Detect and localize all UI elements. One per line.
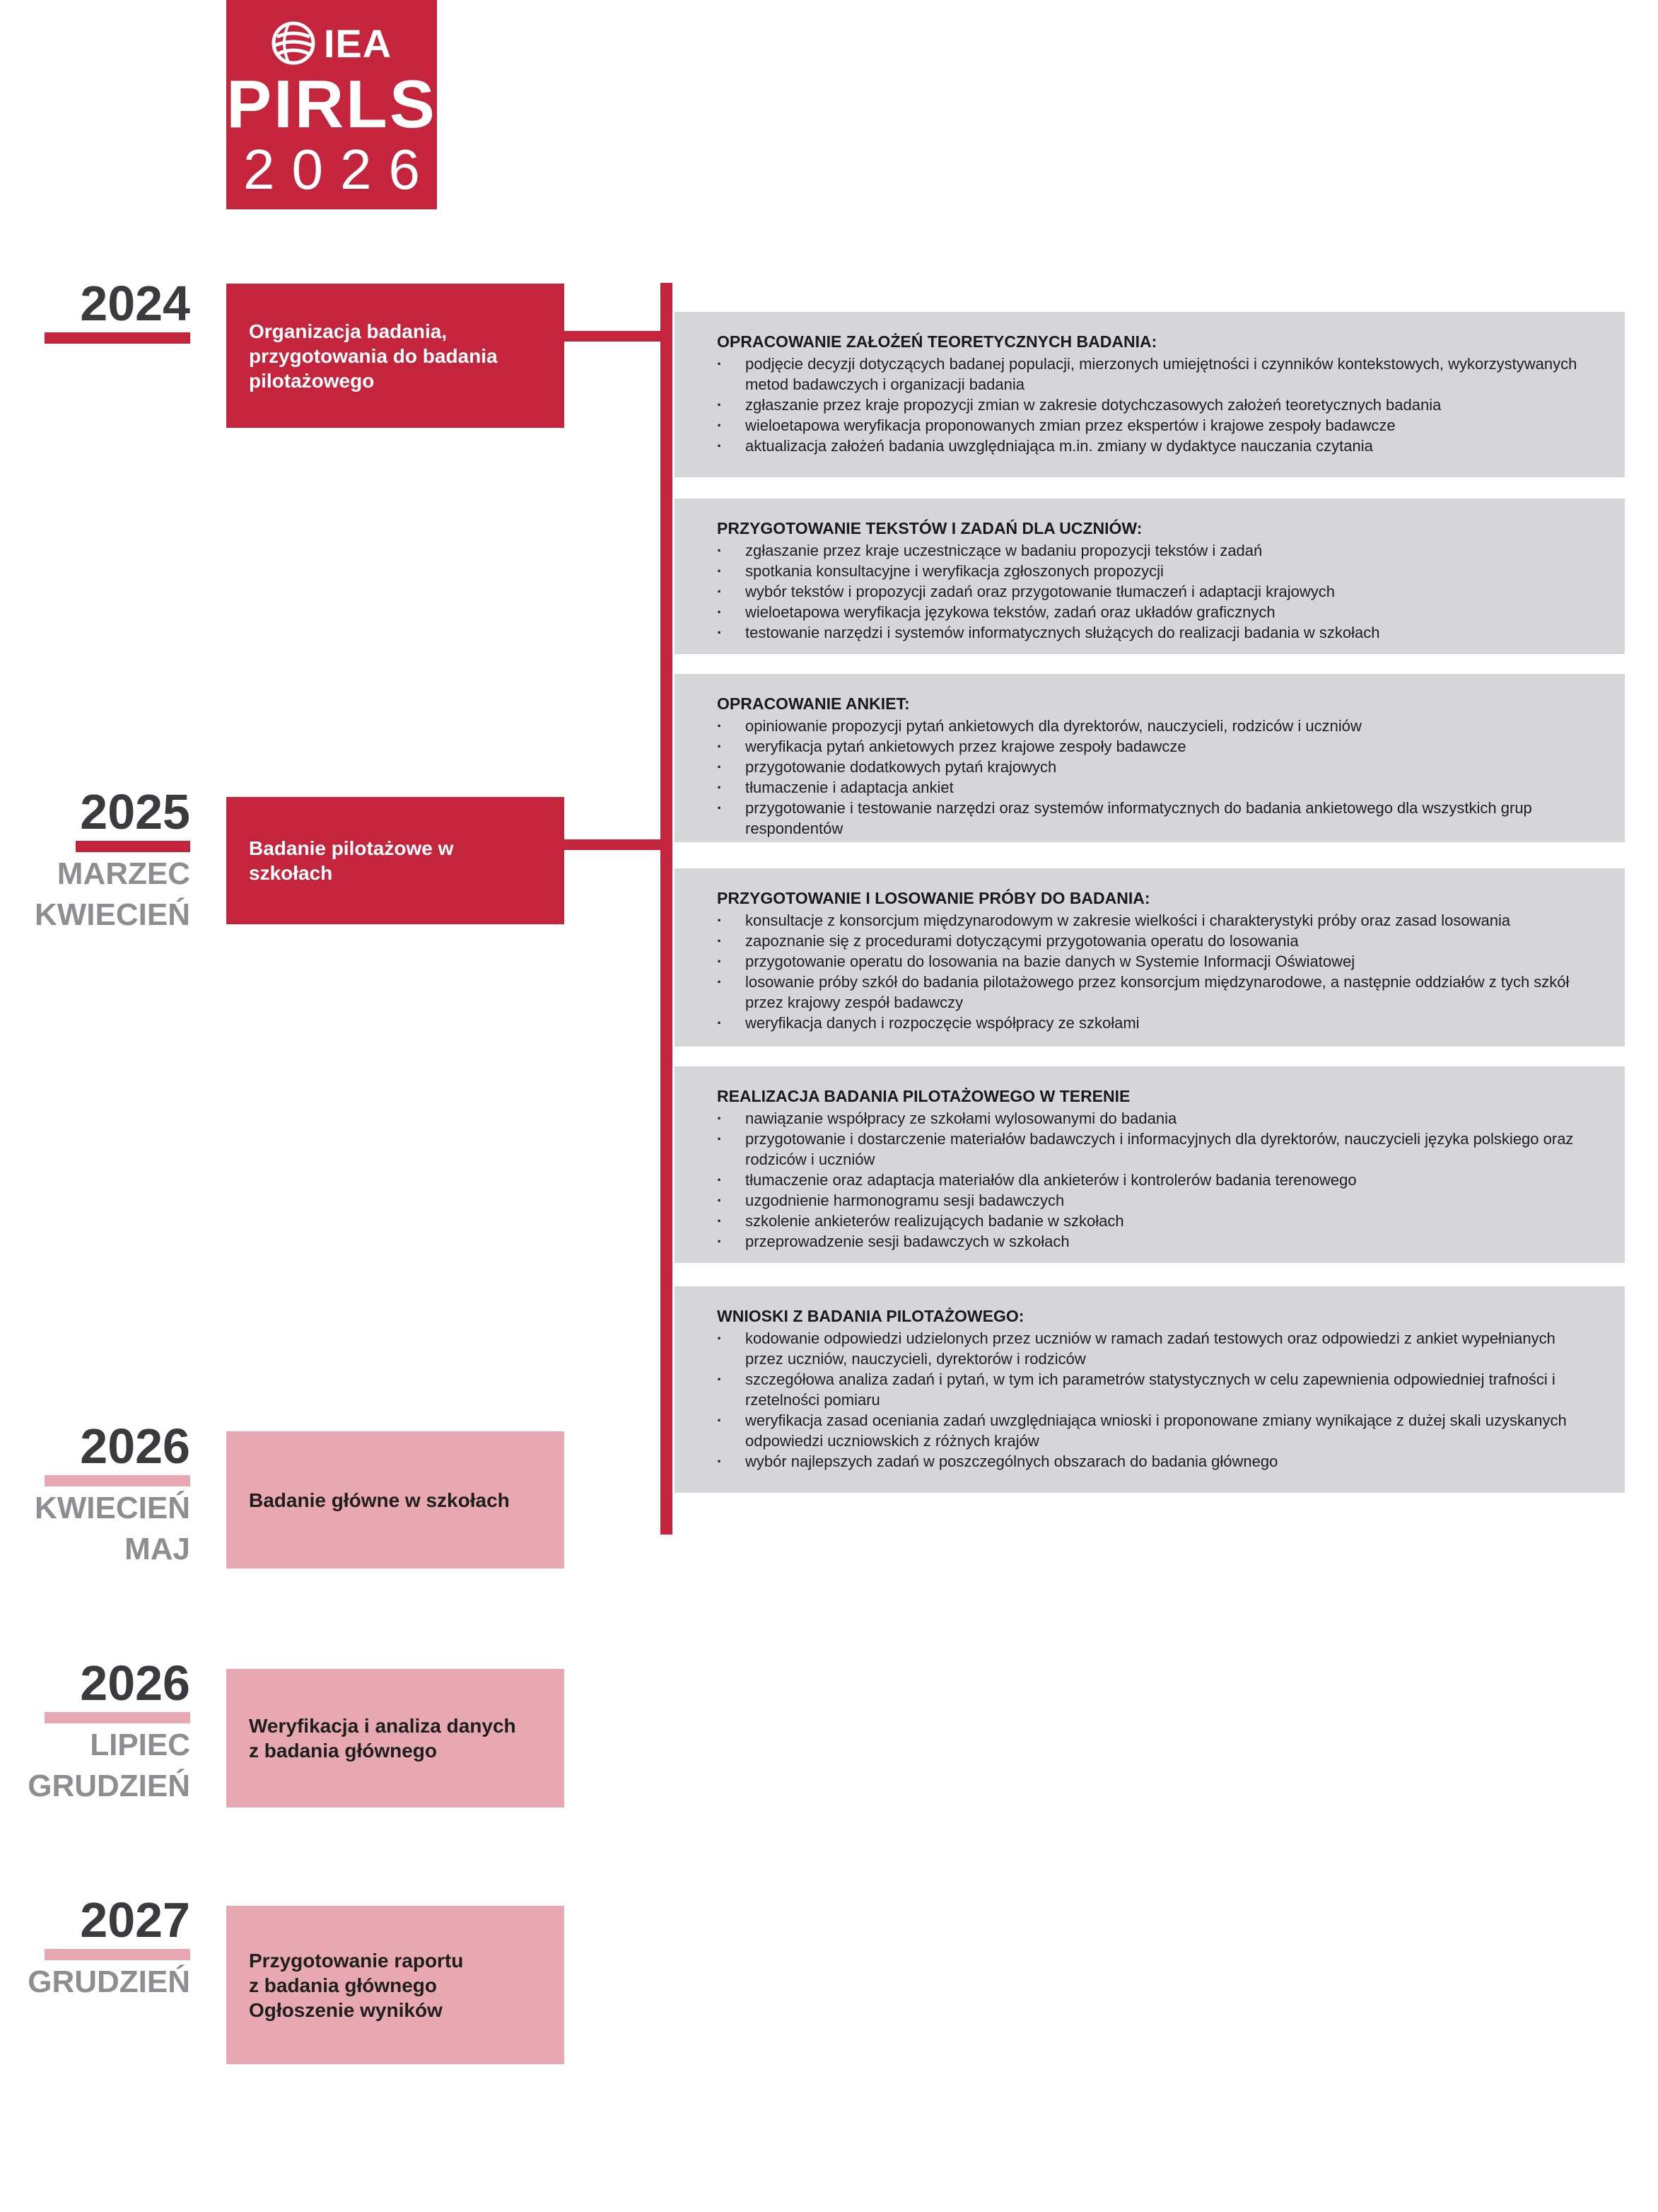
year-number: 2026 <box>80 1655 190 1711</box>
list-item: · nawiązanie współpracy ze szkołami wylosowanymi do badania <box>717 1108 1582 1129</box>
detail-pilot-conclusions <box>675 1286 1625 1493</box>
globe-icon <box>272 21 315 65</box>
detail-list <box>717 1108 1582 1252</box>
list-item: · tłumaczenie oraz adaptacja materiałów dla ankieterów i kontrolerów badania terenowego <box>717 1170 1582 1190</box>
year-number: 2025 <box>80 784 190 839</box>
month-label: KWIECIEŃ <box>35 897 190 932</box>
connector-2024 <box>564 331 663 342</box>
detail-title: WNIOSKI Z BADANIA PILOTAŻOWEGO: <box>717 1307 1024 1325</box>
list-item: · weryfikacja zasad oceniania zadań uwzględniająca wnioski i proponowane zmiany wynikające z dużej skali uzyskanych odpowiedzi uczniowskich z różnych krajów <box>717 1410 1582 1451</box>
year-underline <box>45 1475 190 1486</box>
list-item: · weryfikacja danych i rozpoczęcie współpracy ze szkołami <box>717 1013 1582 1033</box>
detail-list <box>717 1328 1582 1472</box>
month-label: MAJ <box>124 1532 190 1566</box>
list-item: · szczegółowa analiza zadań i pytań, w tym ich parametrów statystycznych w celu zapewnienia odpowiedniej trafności i rzetelności pomiaru <box>717 1369 1582 1410</box>
year-underline <box>45 1712 190 1723</box>
year-number: 2024 <box>80 276 190 331</box>
year-label-2024 <box>35 276 190 344</box>
list-item: · wieloetapowa weryfikacja proponowanych zmian przez ekspertów i krajowe zespoły badawcze <box>717 415 1582 436</box>
year-number: 2026 <box>80 1419 190 1474</box>
phase-pilot-study: Badanie pilotażowe w szkołach <box>226 797 564 924</box>
year-underline <box>76 841 190 852</box>
phase-report: Przygotowanie raportu z badania głównego Ogłoszenie wyników <box>226 1906 564 2064</box>
detail-title: REALIZACJA BADANIA PILOTAŻOWEGO W TERENIE <box>717 1087 1131 1105</box>
detail-list <box>717 540 1582 643</box>
list-item: · aktualizacja założeń badania uwzględniająca m.in. zmiany w dydaktyce nauczania czytania <box>717 436 1582 456</box>
list-item: · wybór najlepszych zadań w poszczególnych obszarach do badania głównego <box>717 1451 1582 1472</box>
month-label: GRUDZIEŃ <box>28 1769 190 1803</box>
detail-texts-tasks <box>675 499 1625 654</box>
year-number: 2027 <box>80 1892 190 1948</box>
list-item: · kodowanie odpowiedzi udzielonych przez uczniów w ramach zadań testowych oraz odpowiedzi z ankiet wypełnianych przez uczniów, nauczycieli, dyrektorów i rodziców <box>717 1328 1582 1369</box>
detail-title: OPRACOWANIE ANKIET: <box>717 694 910 713</box>
pirls-year: 2026 <box>243 138 437 201</box>
iea-text: IEA <box>323 21 392 66</box>
phase-main-study: Badanie główne w szkołach <box>226 1431 564 1568</box>
list-item: · weryfikacja pytań ankietowych przez krajowe zespoły badawcze <box>717 736 1582 757</box>
year-label-2025 <box>6 784 190 936</box>
list-item: · podjęcie decyzji dotyczących badanej populacji, mierzonych umiejętności i czynników kontekstowych, wykorzystywanych metod badawczych i organizacji badania <box>717 354 1582 395</box>
list-item: · opiniowanie propozycji pytań ankietowych dla dyrektorów, nauczycieli, rodziców i uczniów <box>717 716 1582 736</box>
detail-questionnaires <box>675 674 1625 842</box>
month-label: GRUDZIEŃ <box>28 1964 190 1999</box>
list-item: · zgłaszanie przez kraje propozycji zmian w zakresie dotychczasowych założeń teoretycznych badania <box>717 395 1582 415</box>
detail-title: PRZYGOTOWANIE TEKSTÓW I ZADAŃ DLA UCZNIÓW: <box>717 519 1143 537</box>
detail-title: PRZYGOTOWANIE I LOSOWANIE PRÓBY DO BADANIA: <box>717 889 1150 907</box>
year-label-2026-analysis <box>6 1655 190 1807</box>
month-label: LIPIEC <box>90 1728 190 1762</box>
phase-organization: Organizacja badania, przygotowania do badania pilotażowego <box>226 284 564 428</box>
list-item: · spotkania konsultacyjne i weryfikacja zgłoszonych propozycji <box>717 561 1582 581</box>
list-item: · przygotowanie operatu do losowania na bazie danych w Systemie Informacji Oświatowej <box>717 951 1582 972</box>
list-item: · tłumaczenie i adaptacja ankiet <box>717 777 1582 798</box>
detail-list <box>717 354 1582 456</box>
list-item: · wybór tekstów i propozycji zadań oraz przygotowanie tłumaczeń i adaptacji krajowych <box>717 581 1582 602</box>
iea-brand <box>226 18 437 68</box>
detail-field-pilot <box>675 1066 1625 1263</box>
list-item: · zgłaszanie przez kraje uczestniczące w badaniu propozycji tekstów i zadań <box>717 540 1582 561</box>
year-label-2026-main <box>6 1421 190 1570</box>
detail-theoretical-assumptions <box>675 312 1625 477</box>
detail-list <box>717 716 1582 839</box>
list-item: · losowanie próby szkół do badania pilotażowego przez konsorcjum międzynarodowe, a następnie oddziałów z tych szkół przez krajowy zespół badawczy <box>717 972 1582 1013</box>
list-item: · konsultacje z konsorcjum międzynarodowym w zakresie wielkości i charakterystyki próby oraz zasad losowania <box>717 910 1582 931</box>
timeline-line <box>660 283 672 1535</box>
connector-2025 <box>564 839 663 850</box>
year-label-2027 <box>6 1892 190 2003</box>
list-item: · testowanie narzędzi i systemów informatycznych służących do realizacji badania w szkołach <box>717 622 1582 643</box>
detail-list <box>717 910 1582 1033</box>
list-item: · zapoznanie się z procedurami dotyczącymi przygotowania operatu do losowania <box>717 931 1582 951</box>
list-item: · przeprowadzenie sesji badawczych w szkołach <box>717 1231 1582 1252</box>
detail-title: OPRACOWANIE ZAŁOŻEŃ TEORETYCZNYCH BADANIA: <box>717 332 1157 351</box>
detail-sampling <box>675 868 1625 1047</box>
list-item: · wieloetapowa weryfikacja językowa tekstów, zadań oraz układów graficznych <box>717 602 1582 622</box>
year-underline <box>45 332 190 344</box>
month-label: MARZEC <box>57 856 190 891</box>
pirls-title: PIRLS <box>226 66 437 142</box>
list-item: · przygotowanie i testowanie narzędzi oraz systemów informatycznych do badania ankietowego dla wszystkich grup respondentów <box>717 798 1582 839</box>
list-item: · przygotowanie dodatkowych pytań krajowych <box>717 757 1582 777</box>
phase-data-analysis: Weryfikacja i analiza danych z badania głównego <box>226 1669 564 1808</box>
list-item: · szkolenie ankieterów realizujących badanie w szkołach <box>717 1211 1582 1231</box>
year-underline <box>45 1949 190 1960</box>
month-label: KWIECIEŃ <box>35 1491 190 1525</box>
list-item: · uzgodnienie harmonogramu sesji badawczych <box>717 1190 1582 1211</box>
pirls-logo <box>226 0 437 209</box>
list-item: · przygotowanie i dostarczenie materiałów badawczych i informacyjnych dla dyrektorów, nauczycieli języka polskiego oraz rodziców i uczniów <box>717 1129 1582 1170</box>
